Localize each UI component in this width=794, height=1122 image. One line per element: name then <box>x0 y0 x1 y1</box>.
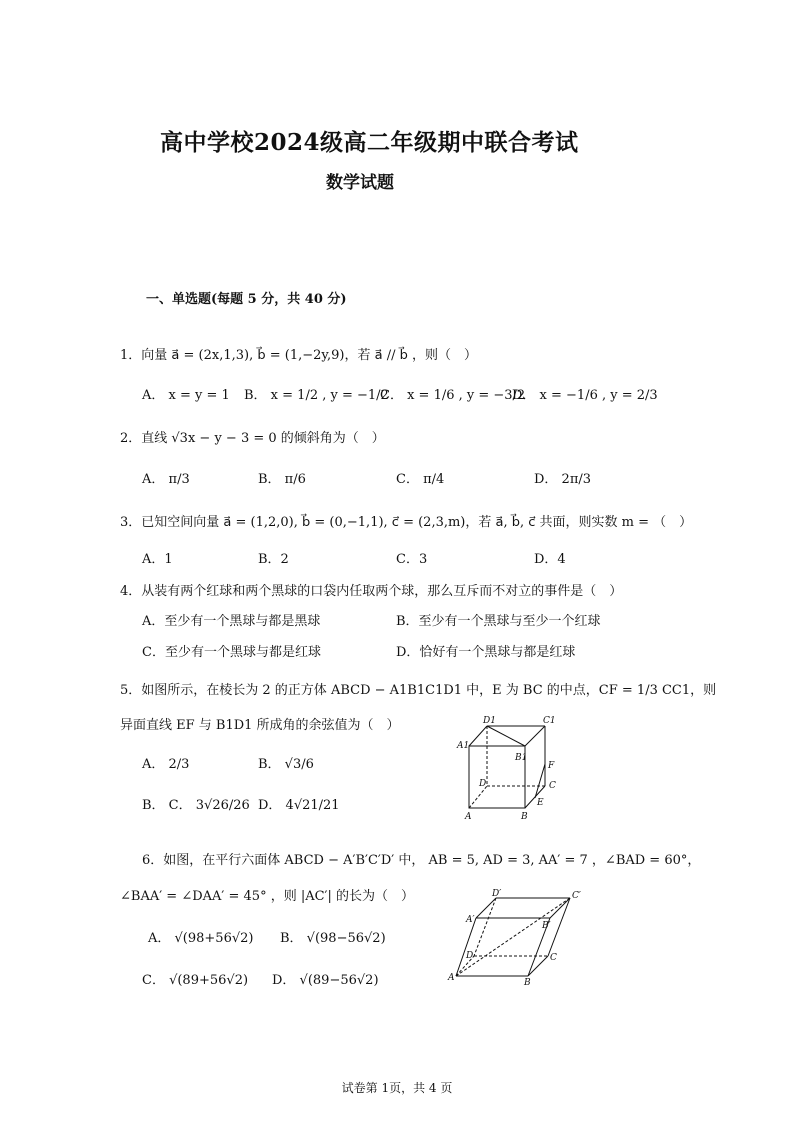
q2-option-b: B． π/6 <box>258 472 306 487</box>
q5-option-a: A． 2/3 <box>142 757 190 772</box>
cube-label-b1: B1 <box>515 753 528 763</box>
q3-option-a: A．1 <box>142 552 173 567</box>
q6-option-b: B． √(98−56√2) <box>280 931 386 946</box>
question-5-stem: 5．如图所示，在棱长为 2 的正方体 ABCD − A1B1C1D1 中，E 为 BC 的中点，CF = 1/3 CC1，则 <box>120 683 717 698</box>
question-1-stem: 1．向量 a⃗ = (2x,1,3), b⃗ = (1,−2y,9)，若 a⃗ // b⃗ ，则（ ） <box>120 348 477 363</box>
q5-option-b: B． √3/6 <box>258 757 314 772</box>
q3-option-b: B．2 <box>258 552 289 567</box>
cube-label-d1: D1 <box>483 716 496 726</box>
q2-option-d: D． 2π/3 <box>534 472 592 487</box>
question-2-stem: 2．直线 √3x − y − 3 = 0 的倾斜角为（ ） <box>120 431 385 446</box>
q2-option-c: C． π/4 <box>396 472 445 487</box>
cube-label-e: E <box>537 798 544 808</box>
cube-label-c1: C1 <box>543 716 556 726</box>
question-3-stem: 3．已知空间向量 a⃗ = (1,2,0), b⃗ = (0,−1,1), c⃗ = (2,3,m)，若 a⃗, b⃗, c⃗ 共面，则实数 m = （ ） <box>120 515 693 530</box>
q4-option-c: C．至少有一个黑球与都是红球 <box>142 645 321 660</box>
para-label-c-prime: C′ <box>572 891 581 901</box>
q1-option-c: C． x = 1/6 , y = −3/2 <box>380 388 526 403</box>
question-6-stem: 6．如图，在平行六面体 ABCD − A′B′C′D′ 中， AB = 5, AD = 3, AA′ = 7 ，∠BAD = 60°， <box>142 853 701 868</box>
question-4-stem: 4．从装有两个红球和两个黑球的口袋内任取两个球，那么互斥而不对立的事件是（ ） <box>120 584 623 599</box>
para-label-d-prime: D′ <box>492 889 502 899</box>
cube-label-a1: A1 <box>457 741 470 751</box>
q3-option-d: D．4 <box>534 552 566 567</box>
q2-option-a: A． π/3 <box>142 472 190 487</box>
para-label-d: D <box>466 951 474 961</box>
cube-label-a: A <box>465 812 472 822</box>
para-label-c: C <box>550 953 557 963</box>
para-label-a: A <box>448 973 455 983</box>
para-label-b-prime: B′ <box>542 921 551 931</box>
q4-option-a: A．至少有一个黑球与都是黑球 <box>142 614 321 629</box>
q6-option-d: D． √(89−56√2) <box>272 973 379 988</box>
cube-label-d: D <box>479 779 487 789</box>
q6-option-c: C． √(89+56√2) <box>142 973 249 988</box>
exam-title: 高中学校2024级高二年级期中联合考试 <box>160 129 579 156</box>
question-5-stem-line2: 异面直线 EF 与 B1D1 所成角的余弦值为（ ） <box>120 718 400 733</box>
cube-figure <box>455 712 565 822</box>
q3-option-c: C．3 <box>396 552 428 567</box>
cube-label-f: F <box>548 761 555 771</box>
question-6-stem-line2: ∠BAA′ = ∠DAA′ = 45° ，则 |AC′| 的长为（ ） <box>120 889 415 904</box>
section-heading: 一、单选题(每题 5 分，共 40 分) <box>146 292 347 307</box>
exam-subtitle: 数学试题 <box>326 173 394 193</box>
page-footer: 试卷第 1页，共 4 页 <box>341 1081 453 1095</box>
q6-option-a: A． √(98+56√2) <box>148 931 254 946</box>
q5-option-c: B． C． 3√26/26 <box>142 798 250 813</box>
q1-option-a: A． x = y = 1 <box>142 388 230 403</box>
cube-label-b: B <box>521 812 528 822</box>
q1-option-b: B． x = 1/2 , y = −1/2 <box>244 388 389 403</box>
q1-option-d: D． x = −1/6 , y = 2/3 <box>512 388 658 403</box>
para-label-b: B <box>524 978 531 988</box>
q4-option-b: B．至少有一个黑球与至少一个红球 <box>396 614 601 629</box>
q5-option-d: D． 4√21/21 <box>258 798 340 813</box>
parallelepiped-figure <box>448 889 581 988</box>
cube-label-c: C <box>549 781 556 791</box>
q4-option-d: D．恰好有一个黑球与都是红球 <box>396 645 576 660</box>
para-label-a-prime: A′ <box>466 915 475 925</box>
